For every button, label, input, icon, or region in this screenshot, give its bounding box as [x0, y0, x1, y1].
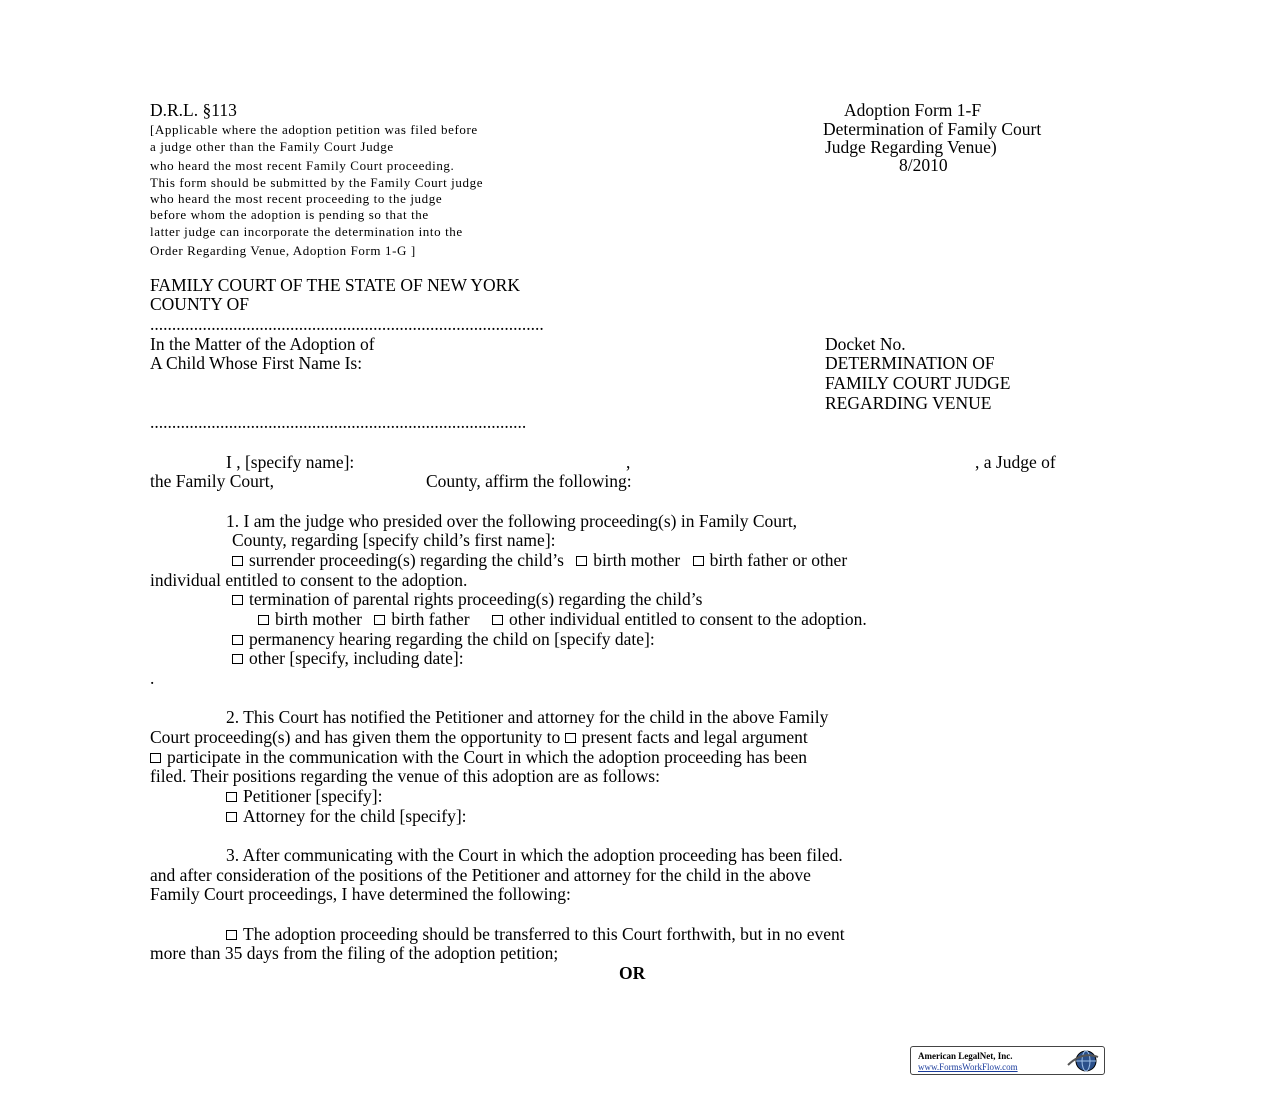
termination-row: termination of parental rights proceeding(s) regarding the child’s [232, 591, 702, 609]
termination-checkbox[interactable] [232, 595, 243, 605]
petitioner-checkbox[interactable] [226, 792, 237, 802]
or-separator: OR [619, 963, 646, 983]
transfer-option-row: The adoption proceeding should be transferred to this Court forthwith, but in no event [226, 926, 845, 944]
intro-family-court: the Family Court, [150, 471, 274, 491]
transfer-option-continuation: more than 35 days from the filing of the adoption petition; [150, 943, 559, 963]
section3-line: Family Court proceedings, I have determined the following: [150, 884, 571, 904]
document-title: FAMILY COURT JUDGE [825, 373, 1011, 393]
termination-parties-row: birth mother birth father other individual entitled to consent to the adoption. [258, 611, 867, 629]
other-row: other [specify, including date]: [232, 650, 464, 668]
intro-county-affirm: County, affirm the following: [426, 471, 632, 491]
section1-line: 1. I am the judge who presided over the following proceeding(s) in Family Court, [226, 511, 798, 531]
statute-reference: D.R.L. §113 [150, 100, 237, 120]
section1-line: County, regarding [specify child’s first name]: [232, 530, 556, 550]
instruction-line: before whom the adoption is pending so that the [150, 207, 429, 222]
form-id: Adoption Form 1-F [844, 100, 982, 120]
docket-number: Docket No. [825, 334, 906, 354]
document-title: DETERMINATION OF [825, 353, 995, 373]
intro-judge-name-label: I , [specify name]: [226, 452, 355, 472]
instruction-line: who heard the most recent Family Court proceeding. [150, 158, 455, 173]
instruction-line: a judge other than the Family Court Judge [150, 139, 394, 154]
intro-comma: , [626, 452, 631, 472]
form-title-line: Determination of Family Court [823, 119, 1042, 139]
termination-birth-mother-checkbox[interactable] [258, 615, 269, 625]
instruction-line: latter judge can incorporate the determination into the [150, 224, 463, 239]
section3-line: and after consideration of the positions of the Petitioner and attorney for the child in the above [150, 865, 811, 885]
instruction-line: [Applicable where the adoption petition was filed before [150, 122, 478, 137]
permanency-row: permanency hearing regarding the child on [specify date]: [232, 631, 655, 649]
company-url[interactable]: www.FormsWorkFlow.com [918, 1062, 1018, 1072]
company-name: American LegalNet, Inc. [918, 1051, 1013, 1061]
other-checkbox[interactable] [232, 654, 243, 664]
matter-line: A Child Whose First Name Is: [150, 353, 363, 373]
surrender-birth-father-checkbox[interactable] [693, 556, 704, 566]
instruction-line: who heard the most recent proceeding to the judge [150, 191, 443, 206]
section3-line: 3. After communicating with the Court in which the adoption proceeding has been filed. [226, 845, 843, 865]
matter-line: In the Matter of the Adoption of [150, 334, 375, 354]
instruction-line: This form should be submitted by the Family Court judge [150, 175, 484, 190]
surrender-birth-mother-checkbox[interactable] [576, 556, 587, 566]
surrender-continuation: individual entitled to consent to the adoption. [150, 570, 468, 590]
termination-birth-father-checkbox[interactable] [374, 615, 385, 625]
instruction-line: Order Regarding Venue, Adoption Form 1-G ] [150, 243, 416, 258]
caption-divider: ...................................................................................... [150, 412, 527, 432]
globe-icon [1064, 1049, 1100, 1078]
court-name: FAMILY COURT OF THE STATE OF NEW YORK [150, 275, 520, 295]
petitioner-row: Petitioner [specify]: [226, 788, 382, 806]
caption-divider: .......................................................................................... [150, 314, 544, 334]
surrender-checkbox[interactable] [232, 556, 243, 566]
present-facts-checkbox[interactable] [565, 733, 576, 743]
permanency-checkbox[interactable] [232, 635, 243, 645]
section2-line: 2. This Court has notified the Petitioner and attorney for the child in the above Family [226, 707, 829, 727]
form-title-line: Judge Regarding Venue) [825, 137, 997, 157]
section1-period: . [150, 668, 155, 688]
transfer-checkbox[interactable] [226, 930, 237, 940]
surrender-row: surrender proceeding(s) regarding the child’s birth mother birth father or other [232, 552, 847, 570]
attorney-checkbox[interactable] [226, 812, 237, 822]
form-date: 8/2010 [899, 155, 948, 175]
section2-line: Court proceeding(s) and has given them the opportunity to present facts and legal argument [150, 727, 808, 747]
intro-judge-of: , a Judge of [975, 452, 1056, 472]
section2-line: participate in the communication with the Court in which the adoption proceeding has been [150, 749, 807, 767]
section2-line: filed. Their positions regarding the venue of this adoption are as follows: [150, 766, 660, 786]
court-county: COUNTY OF [150, 294, 250, 314]
attorney-row: Attorney for the child [specify]: [226, 808, 467, 826]
participate-checkbox[interactable] [150, 753, 161, 763]
document-title: REGARDING VENUE [825, 393, 992, 413]
footer-logo [910, 1046, 1105, 1075]
termination-other-checkbox[interactable] [492, 615, 503, 625]
